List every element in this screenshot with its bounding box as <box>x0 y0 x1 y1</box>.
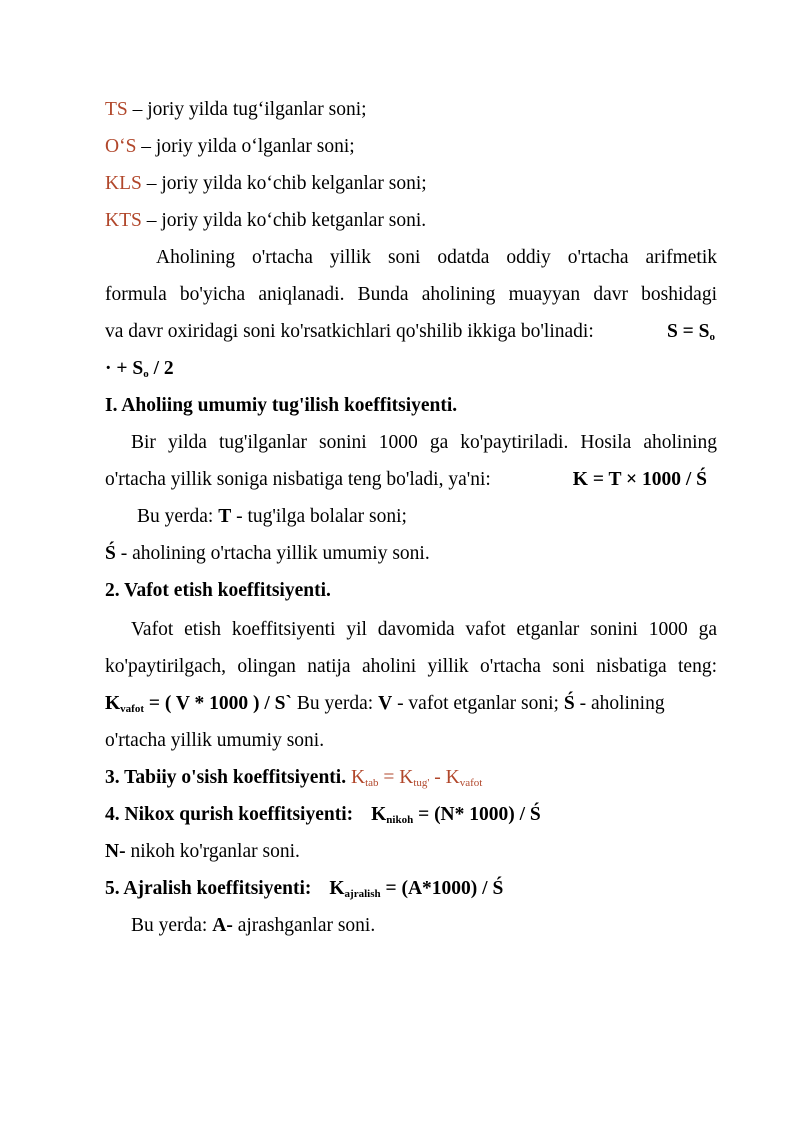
sec4-heading: 4. Nikox qurish koeffitsiyenti: $K_{nikoh} = (N*$ 1000) / Ś <box>105 804 541 826</box>
def-abbr: O‘S <box>105 136 137 157</box>
def-abbr: TS <box>105 99 128 120</box>
def-ts <box>105 97 717 123</box>
def-text: – joriy yilda o‘lganlar soni; <box>136 136 355 157</box>
sec2-line4: o'rtacha yillik umumiy soni. <box>105 730 325 751</box>
def-abbr: KLS <box>105 173 142 194</box>
def-text: – joriy yilda ko‘chib ketganlar soni. <box>141 210 427 231</box>
def-text: – joriy yilda tug‘ilganlar soni; <box>127 99 367 120</box>
mean-formula-b: · + $S_o / 2$ <box>105 358 174 380</box>
def-os <box>105 134 717 160</box>
death-formula: $K_{vafot}$ = ( V * 1000 ) / S` <box>105 693 292 715</box>
def-abbr: KTS <box>105 210 142 231</box>
sec2-line3: $K_{vafot}$ = ( V * 1000 ) / S` Bu yerda: V - vafot etganlar soni; Ś - aholining <box>105 693 665 715</box>
sec2-line1: Vafot etish koeffitsiyenti yil davomida vafot etganlar sonini 1000 ga <box>131 619 717 640</box>
sec3-heading: 3. Tabiiy o'sish koeffitsiyenti. $K_{tab} = K_{tug'} - K_{vafot}$ <box>105 767 483 789</box>
def-kts <box>105 208 717 234</box>
para1-line2: formula bo'yicha aniqlanadi. Bunda aholining muayyan davr boshidagi <box>105 284 717 305</box>
sec1-line1: Bir yilda tug'ilganlar sonini 1000 ga ko'paytiriladi. Hosila aholining <box>131 432 717 453</box>
sec4-note: N- nikoh ko'rganlar soni. <box>105 841 300 862</box>
def-text: – joriy yilda ko‘chib kelganlar soni; <box>141 173 427 194</box>
sec5-note: Bu yerda: A- ajrashganlar soni. <box>131 915 376 936</box>
sec2-line2: ko'paytirilgach, olingan natija aholini yillik o'rtacha soni nisbatiga teng: <box>105 656 717 677</box>
sec5-heading: 5. Ajralish koeffitsiyenti: $K_{ajralish} = (A*1000)$ / Ś <box>105 878 504 900</box>
sec1-heading: I. Aholiing umumiy tug'ilish koeffitsiyenti. <box>105 395 458 416</box>
sec1-note: Bu yerda: T - tug'ilga bolalar soni; <box>137 506 407 527</box>
birth-formula: K = T × 1000 / Ś <box>572 469 707 490</box>
natural-growth-formula: $K_{tab} = K_{tug'} - K_{vafot}$ <box>350 767 483 789</box>
sec1-note2: Ś - aholining o'rtacha yillik umumiy soni. <box>105 543 430 564</box>
para1-line1: Aholining o'rtacha yillik soni odatda oddiy o'rtacha arifmetik <box>156 247 717 268</box>
sec1-line2: o'rtacha yillik soniga nisbatiga teng bo'ladi, ya'ni: K = T × 1000 / Ś <box>105 467 717 493</box>
sec2-heading: 2. Vafot etish koeffitsiyenti. <box>105 580 331 601</box>
para1-line3-text: va davr oxiridagi soni ko'rsatkichlari qo'shilib ikkiga bo'linadi: <box>105 321 594 342</box>
marriage-formula: $K_{nikoh} = (N*$ 1000) / Ś <box>371 804 541 826</box>
def-kls <box>105 171 717 197</box>
para1-line3 <box>105 319 717 345</box>
mean-formula-a: $S = S_o$ <box>666 321 715 343</box>
divorce-formula: $K_{ajralish} = (A*1000)$ / Ś <box>329 878 504 900</box>
